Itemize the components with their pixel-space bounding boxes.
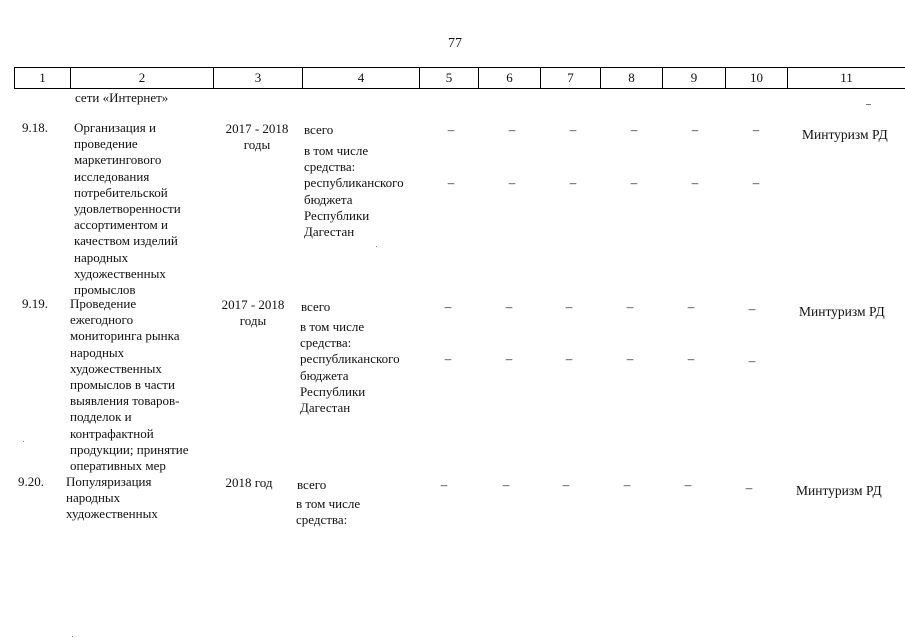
- total-label: всего: [301, 299, 331, 314]
- value-col-8-total: –: [623, 477, 631, 492]
- activity-text: Популяризация народных художественных: [66, 474, 158, 522]
- funding-source-label: в том числе средства:: [296, 496, 361, 528]
- value-col-10-total: –: [748, 301, 756, 316]
- value-col-5-total: –: [444, 299, 452, 314]
- value-col-8-budget: –: [626, 351, 634, 366]
- value-col-6-budget: –: [508, 175, 516, 190]
- value-col-9-total: –: [691, 122, 699, 137]
- header-col-5: 5: [419, 67, 478, 89]
- value-col-5-total: –: [447, 122, 455, 137]
- header-col-3: 3: [213, 67, 302, 89]
- scan-speck: [23, 441, 24, 442]
- header-col-2: 2: [70, 67, 213, 89]
- years-text: 2017 - 2018 годы: [225, 121, 289, 153]
- years-text: 2018 год: [225, 475, 273, 490]
- header-col-9: 9: [662, 67, 725, 89]
- header-col-1: 1: [14, 67, 70, 89]
- value-col-10-total: –: [752, 122, 760, 137]
- continuation-text: сети «Интернет»: [75, 90, 169, 105]
- value-col-8-total: –: [626, 299, 634, 314]
- value-col-5-budget: –: [444, 351, 452, 366]
- header-col-11: 11: [787, 67, 905, 89]
- responsible-org: Минтуризм РД: [796, 483, 882, 498]
- value-col-6-total: –: [502, 477, 510, 492]
- value-col-6-total: –: [508, 122, 516, 137]
- total-label: всего: [297, 477, 327, 492]
- funding-source-label: в том числе средства: республиканского бюджета Республики Дагестан: [300, 319, 400, 416]
- header-col-6: 6: [478, 67, 540, 89]
- value-col-7-budget: –: [569, 175, 577, 190]
- value-col-9-budget: –: [691, 175, 699, 190]
- value-col-5-total: –: [440, 477, 448, 492]
- value-col-6-total: –: [505, 299, 513, 314]
- value-col-5-budget: –: [447, 175, 455, 190]
- header-col-8: 8: [600, 67, 662, 89]
- activity-text: Проведение ежегодного мониторинга рынка народных художественных промыслов в части выявления товаров- подделок и контрафактной продукции; принятие оперативных мер: [70, 296, 189, 474]
- row-number: 9.18.: [22, 120, 48, 135]
- value-col-10-budget: –: [752, 175, 760, 190]
- responsible-org: Минтуризм РД: [799, 304, 885, 319]
- scan-speck: [72, 636, 73, 637]
- row-number: 9.19.: [22, 296, 48, 311]
- row-number: 9.20.: [18, 474, 44, 489]
- total-label: всего: [304, 122, 334, 137]
- funding-source-label: в том числе средства: республиканского бюджета Республики Дагестан: [304, 143, 404, 240]
- value-col-7-total: –: [569, 122, 577, 137]
- header-col-10: 10: [725, 67, 787, 89]
- value-col-6-budget: –: [505, 351, 513, 366]
- header-col-4: 4: [302, 67, 419, 89]
- value-col-7-total: –: [562, 477, 570, 492]
- scan-speck: [866, 104, 871, 105]
- value-col-9-total: –: [684, 477, 692, 492]
- value-col-8-budget: –: [630, 175, 638, 190]
- value-col-10-total: –: [745, 480, 753, 495]
- value-col-10-budget: –: [748, 353, 756, 368]
- header-col-7: 7: [540, 67, 600, 89]
- responsible-org: Минтуризм РД: [802, 127, 888, 142]
- activity-text: Организация и проведение маркетингового исследования потребительской удовлетворенности ассортиментом и качеством изделий народных художественных промыслов: [74, 120, 181, 298]
- value-col-9-total: –: [687, 299, 695, 314]
- value-col-7-total: –: [565, 299, 573, 314]
- value-col-7-budget: –: [565, 351, 573, 366]
- value-col-8-total: –: [630, 122, 638, 137]
- years-text: 2017 - 2018 годы: [221, 297, 285, 329]
- page-number: 77: [448, 36, 462, 51]
- scan-speck: [376, 246, 377, 247]
- value-col-9-budget: –: [687, 351, 695, 366]
